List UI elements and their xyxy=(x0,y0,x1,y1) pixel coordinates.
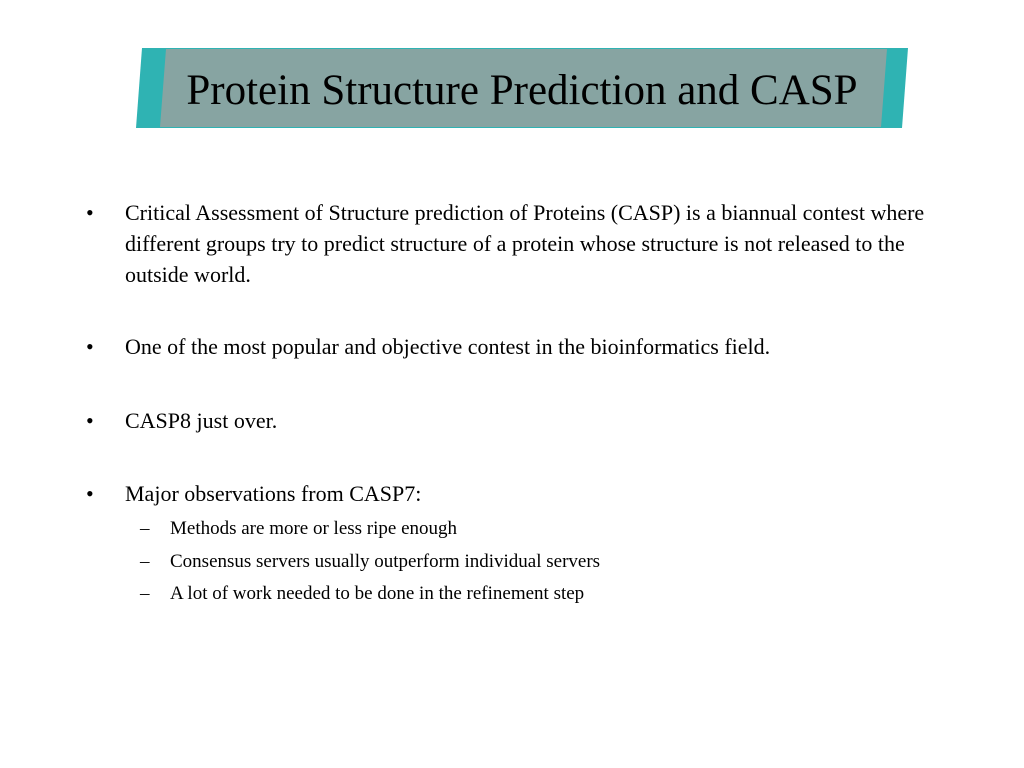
sub-bullet-item xyxy=(86,578,926,611)
sub-bullet-text: A lot of work needed to be done in the refinement step xyxy=(170,583,585,604)
slide-title: Protein Structure Prediction and CASP xyxy=(186,67,858,114)
sub-bullet-item xyxy=(86,513,926,546)
sub-bullet-text: Consensus servers usually outperform individual servers xyxy=(170,550,601,572)
bullet-marker: • xyxy=(86,334,94,359)
sub-bullet-list xyxy=(86,513,926,611)
bullet-text: Major observations from CASP7: xyxy=(125,481,422,506)
dash-marker: – xyxy=(140,583,150,604)
bullet-text: One of the most popular and objective contest in the bioinformatics field. xyxy=(125,334,771,359)
dash-marker: – xyxy=(140,518,150,539)
bullet-item xyxy=(86,197,926,290)
bullet-list xyxy=(86,197,926,611)
sub-bullet-item xyxy=(86,546,926,579)
bullet-item xyxy=(86,405,926,436)
bullet-item xyxy=(86,478,926,509)
sub-bullet-text: Methods are more or less ripe enough xyxy=(170,518,458,539)
dash-marker: – xyxy=(140,550,150,572)
title-banner xyxy=(136,48,908,128)
bullet-text: Critical Assessment of Structure prediction of Proteins (CASP) is a biannual contest where different groups try to predict structure of a protein whose structure is not released to the outside world. xyxy=(125,200,925,287)
bullet-text: CASP8 just over. xyxy=(125,408,278,433)
bullet-item xyxy=(86,331,926,362)
bullet-marker: • xyxy=(86,200,94,225)
bullet-marker: • xyxy=(86,408,94,433)
bullet-marker: • xyxy=(86,481,94,506)
